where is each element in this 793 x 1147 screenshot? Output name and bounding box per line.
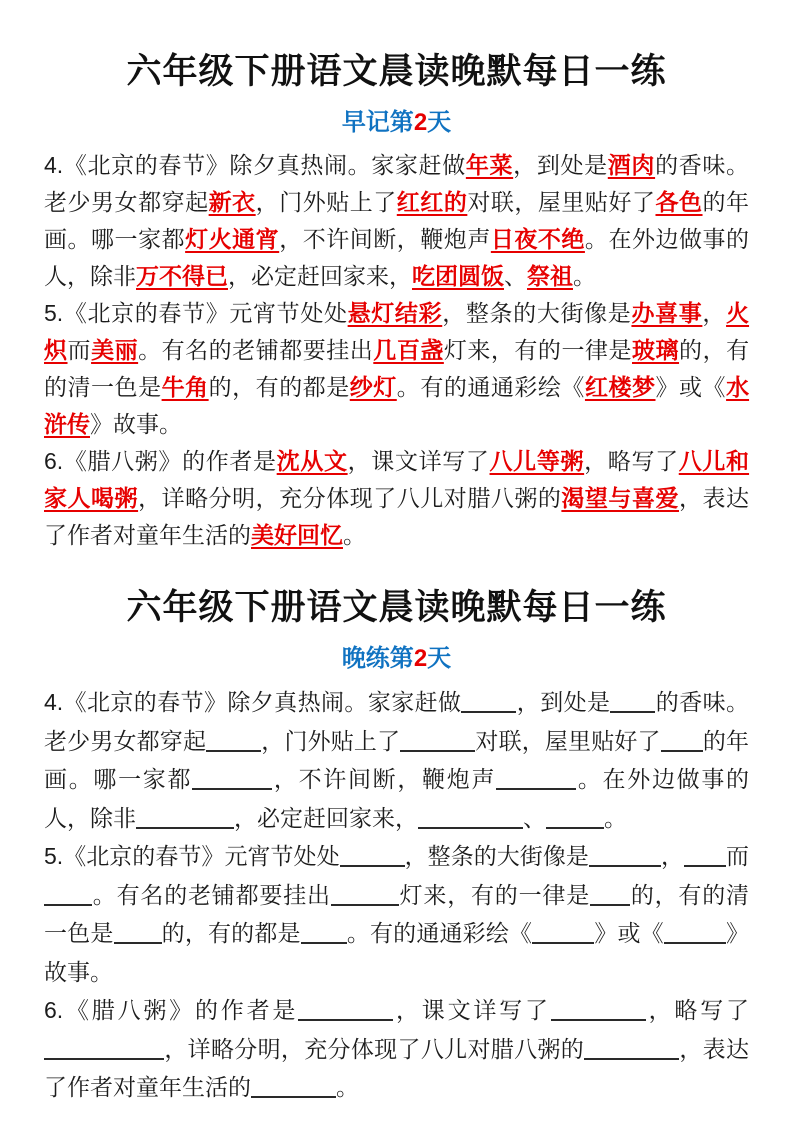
subtitle-text: 晚练第: [341, 645, 414, 672]
fill-in-blank: [684, 861, 726, 867]
text-run: 而: [725, 843, 750, 869]
day-number: 2: [413, 109, 428, 136]
answer-text: 玻璃: [632, 337, 680, 363]
fill-in-blank: [136, 823, 234, 829]
answer-text: 八儿和家人喝粥: [44, 448, 750, 511]
answer-text: 沈从文: [276, 448, 348, 474]
text-run: 灯来，有的一律是: [398, 881, 591, 908]
answer-text: 灯火通宵: [185, 226, 280, 252]
text-run: 》故事。: [90, 411, 182, 437]
text-run: 的，有的都是: [161, 920, 301, 946]
answer-text: 悬灯结彩: [347, 300, 443, 326]
text-run: 的香味。老少男女都穿起: [44, 152, 750, 215]
section-title-morning: 六年级下册语文晨读晚默每日一练: [126, 52, 667, 91]
answer-text: 牛角: [161, 374, 209, 400]
text-run: ，详略分明，充分体现了八儿对腊八粥的: [164, 1035, 585, 1062]
answer-text: 日夜不绝: [490, 226, 585, 252]
answer-text: 纱灯: [349, 374, 397, 400]
answer-text: 祭祖: [527, 263, 573, 289]
text-run: 。: [573, 263, 596, 289]
fill-in-blank: [584, 1054, 679, 1060]
fill-in-blank: [331, 900, 399, 906]
day-number: 2: [413, 645, 428, 672]
text-run: 5.《北京的春节》元宵节处处: [44, 843, 340, 869]
section-subtitle-evening: [44, 638, 749, 673]
answer-text: 万不得已: [136, 263, 228, 289]
fill-in-blank: [206, 746, 261, 752]
paragraph-morning-2: [44, 443, 749, 554]
fill-in-blank: [590, 900, 630, 906]
section-evening: [44, 580, 749, 1107]
answer-text: 红楼梦: [584, 374, 656, 400]
fill-in-blank: [532, 938, 594, 944]
text-run: ，门外贴上了: [255, 189, 397, 215]
text-run: ，表达了作者对童年生活的: [44, 485, 750, 548]
text-run: ，: [702, 300, 727, 326]
text-run: ，略写了: [584, 448, 679, 474]
fill-in-blank: [298, 1015, 393, 1021]
answer-text: 几百盏: [373, 337, 444, 363]
fill-in-blank: [496, 784, 576, 790]
text-run: 的年画。哪一家都: [44, 727, 750, 792]
text-run: 6.《腊八粥》的作者是: [44, 997, 299, 1023]
fill-in-blank: [610, 707, 655, 713]
text-run: 》或《: [594, 920, 664, 946]
text-run: ，: [660, 843, 684, 869]
answer-text: 火炽: [44, 300, 750, 363]
fill-in-blank: [461, 707, 516, 713]
text-run: 。: [343, 522, 366, 548]
subtitle-text: 早记第: [341, 109, 414, 136]
paragraph-evening-0: [44, 683, 749, 837]
fill-in-blank: [44, 1054, 164, 1060]
text-run: 的，有的都是: [208, 374, 350, 400]
text-run: ，整条的大街像是: [404, 843, 589, 869]
text-run: 。有名的老铺都要挂出: [138, 337, 374, 363]
answer-text: 红红的: [396, 189, 468, 215]
text-run: 4.《北京的春节》除夕真热闹。家家赶做: [44, 152, 466, 178]
text-run: ，到处是: [513, 152, 608, 178]
answer-text: 酒肉: [607, 152, 656, 178]
paragraph-evening-1: [44, 837, 749, 991]
subtitle-text: 天: [427, 645, 452, 672]
fill-in-blank: [192, 784, 272, 790]
text-run: 。有的通通彩绘《: [346, 920, 533, 946]
text-run: 的，有的清一色是: [44, 881, 750, 946]
text-run: 的，有的清一色是: [44, 337, 750, 400]
text-run: ，必定赶回家来，: [228, 263, 412, 289]
text-run: 而: [67, 337, 92, 363]
fill-in-blank: [661, 746, 703, 752]
fill-in-blank: [114, 938, 162, 944]
answer-text: 八儿等粥: [489, 448, 585, 474]
paragraph-evening-2: [44, 991, 749, 1107]
answer-text: 吃团圆饭: [412, 263, 504, 289]
fill-in-blank: [551, 1015, 646, 1021]
text-run: 5.《北京的春节》元宵节处处: [44, 300, 348, 326]
text-run: 、: [523, 804, 546, 831]
text-run: 。: [336, 1074, 359, 1100]
text-run: 。在外边做事的人，除非: [44, 226, 750, 289]
fill-in-blank: [400, 746, 475, 752]
fill-in-blank: [44, 900, 92, 906]
text-run: 、: [504, 263, 527, 289]
section-subtitle-morning: [44, 102, 749, 137]
answer-text: 各色: [655, 189, 703, 215]
answer-text: 水浒传: [44, 374, 750, 437]
text-run: 4.《北京的春节》除夕真热闹。家家赶做: [44, 689, 462, 715]
fill-in-blank: [546, 823, 604, 829]
text-run: ，不许间断，鞭炮声: [272, 766, 497, 792]
answer-text: 美好回忆: [251, 522, 343, 548]
text-run: 的年画。哪一家都: [44, 189, 750, 252]
text-run: ，必定赶回家来，: [234, 804, 418, 831]
section-title-evening: 六年级下册语文晨读晚默每日一练: [126, 588, 667, 627]
answer-text: 新衣: [208, 189, 256, 215]
paragraph-morning-1: [44, 295, 749, 443]
answer-text: 年菜: [465, 152, 514, 178]
text-run: 6.《腊八粥》的作者是: [44, 448, 277, 474]
text-run: 。有的通通彩绘《: [396, 374, 585, 400]
text-run: 对联，屋里贴好了: [467, 189, 656, 215]
text-run: 的香味。老少男女都穿起: [44, 689, 750, 754]
paragraph-morning-0: [44, 147, 749, 295]
text-run: 》或《: [655, 374, 727, 400]
text-run: ，不许间断，鞭炮声: [279, 226, 491, 252]
text-run: 。在外边做事的人，除非: [44, 766, 750, 831]
fill-in-blank: [251, 1092, 336, 1098]
answer-text: 渴望与喜爱: [561, 485, 679, 511]
text-run: ，详略分明，充分体现了八儿对腊八粥的: [138, 485, 562, 511]
text-run: ，门外贴上了: [261, 727, 401, 754]
text-run: 》故事。: [44, 920, 750, 985]
fill-in-blank: [340, 861, 405, 867]
text-run: ，课文详写了: [347, 448, 490, 474]
text-run: ，整条的大街像是: [442, 300, 632, 326]
text-run: ，到处是: [516, 689, 611, 715]
fill-in-blank: [664, 938, 726, 944]
text-run: ，略写了: [645, 997, 749, 1023]
subtitle-text: 天: [427, 109, 452, 136]
text-run: 。: [604, 804, 627, 831]
text-run: 。有名的老铺都要挂出: [92, 881, 331, 908]
section-morning: [44, 44, 749, 554]
text-run: ，表达了作者对童年生活的: [44, 1035, 750, 1100]
answer-text: 美丽: [91, 337, 139, 363]
fill-in-blank: [301, 938, 347, 944]
text-run: 对联，屋里贴好了: [475, 727, 661, 754]
answer-text: 办喜事: [631, 300, 703, 326]
text-run: ，课文详写了: [393, 997, 551, 1023]
text-run: 灯来，有的一律是: [443, 337, 632, 363]
fill-in-blank: [418, 823, 523, 829]
fill-in-blank: [589, 861, 661, 867]
